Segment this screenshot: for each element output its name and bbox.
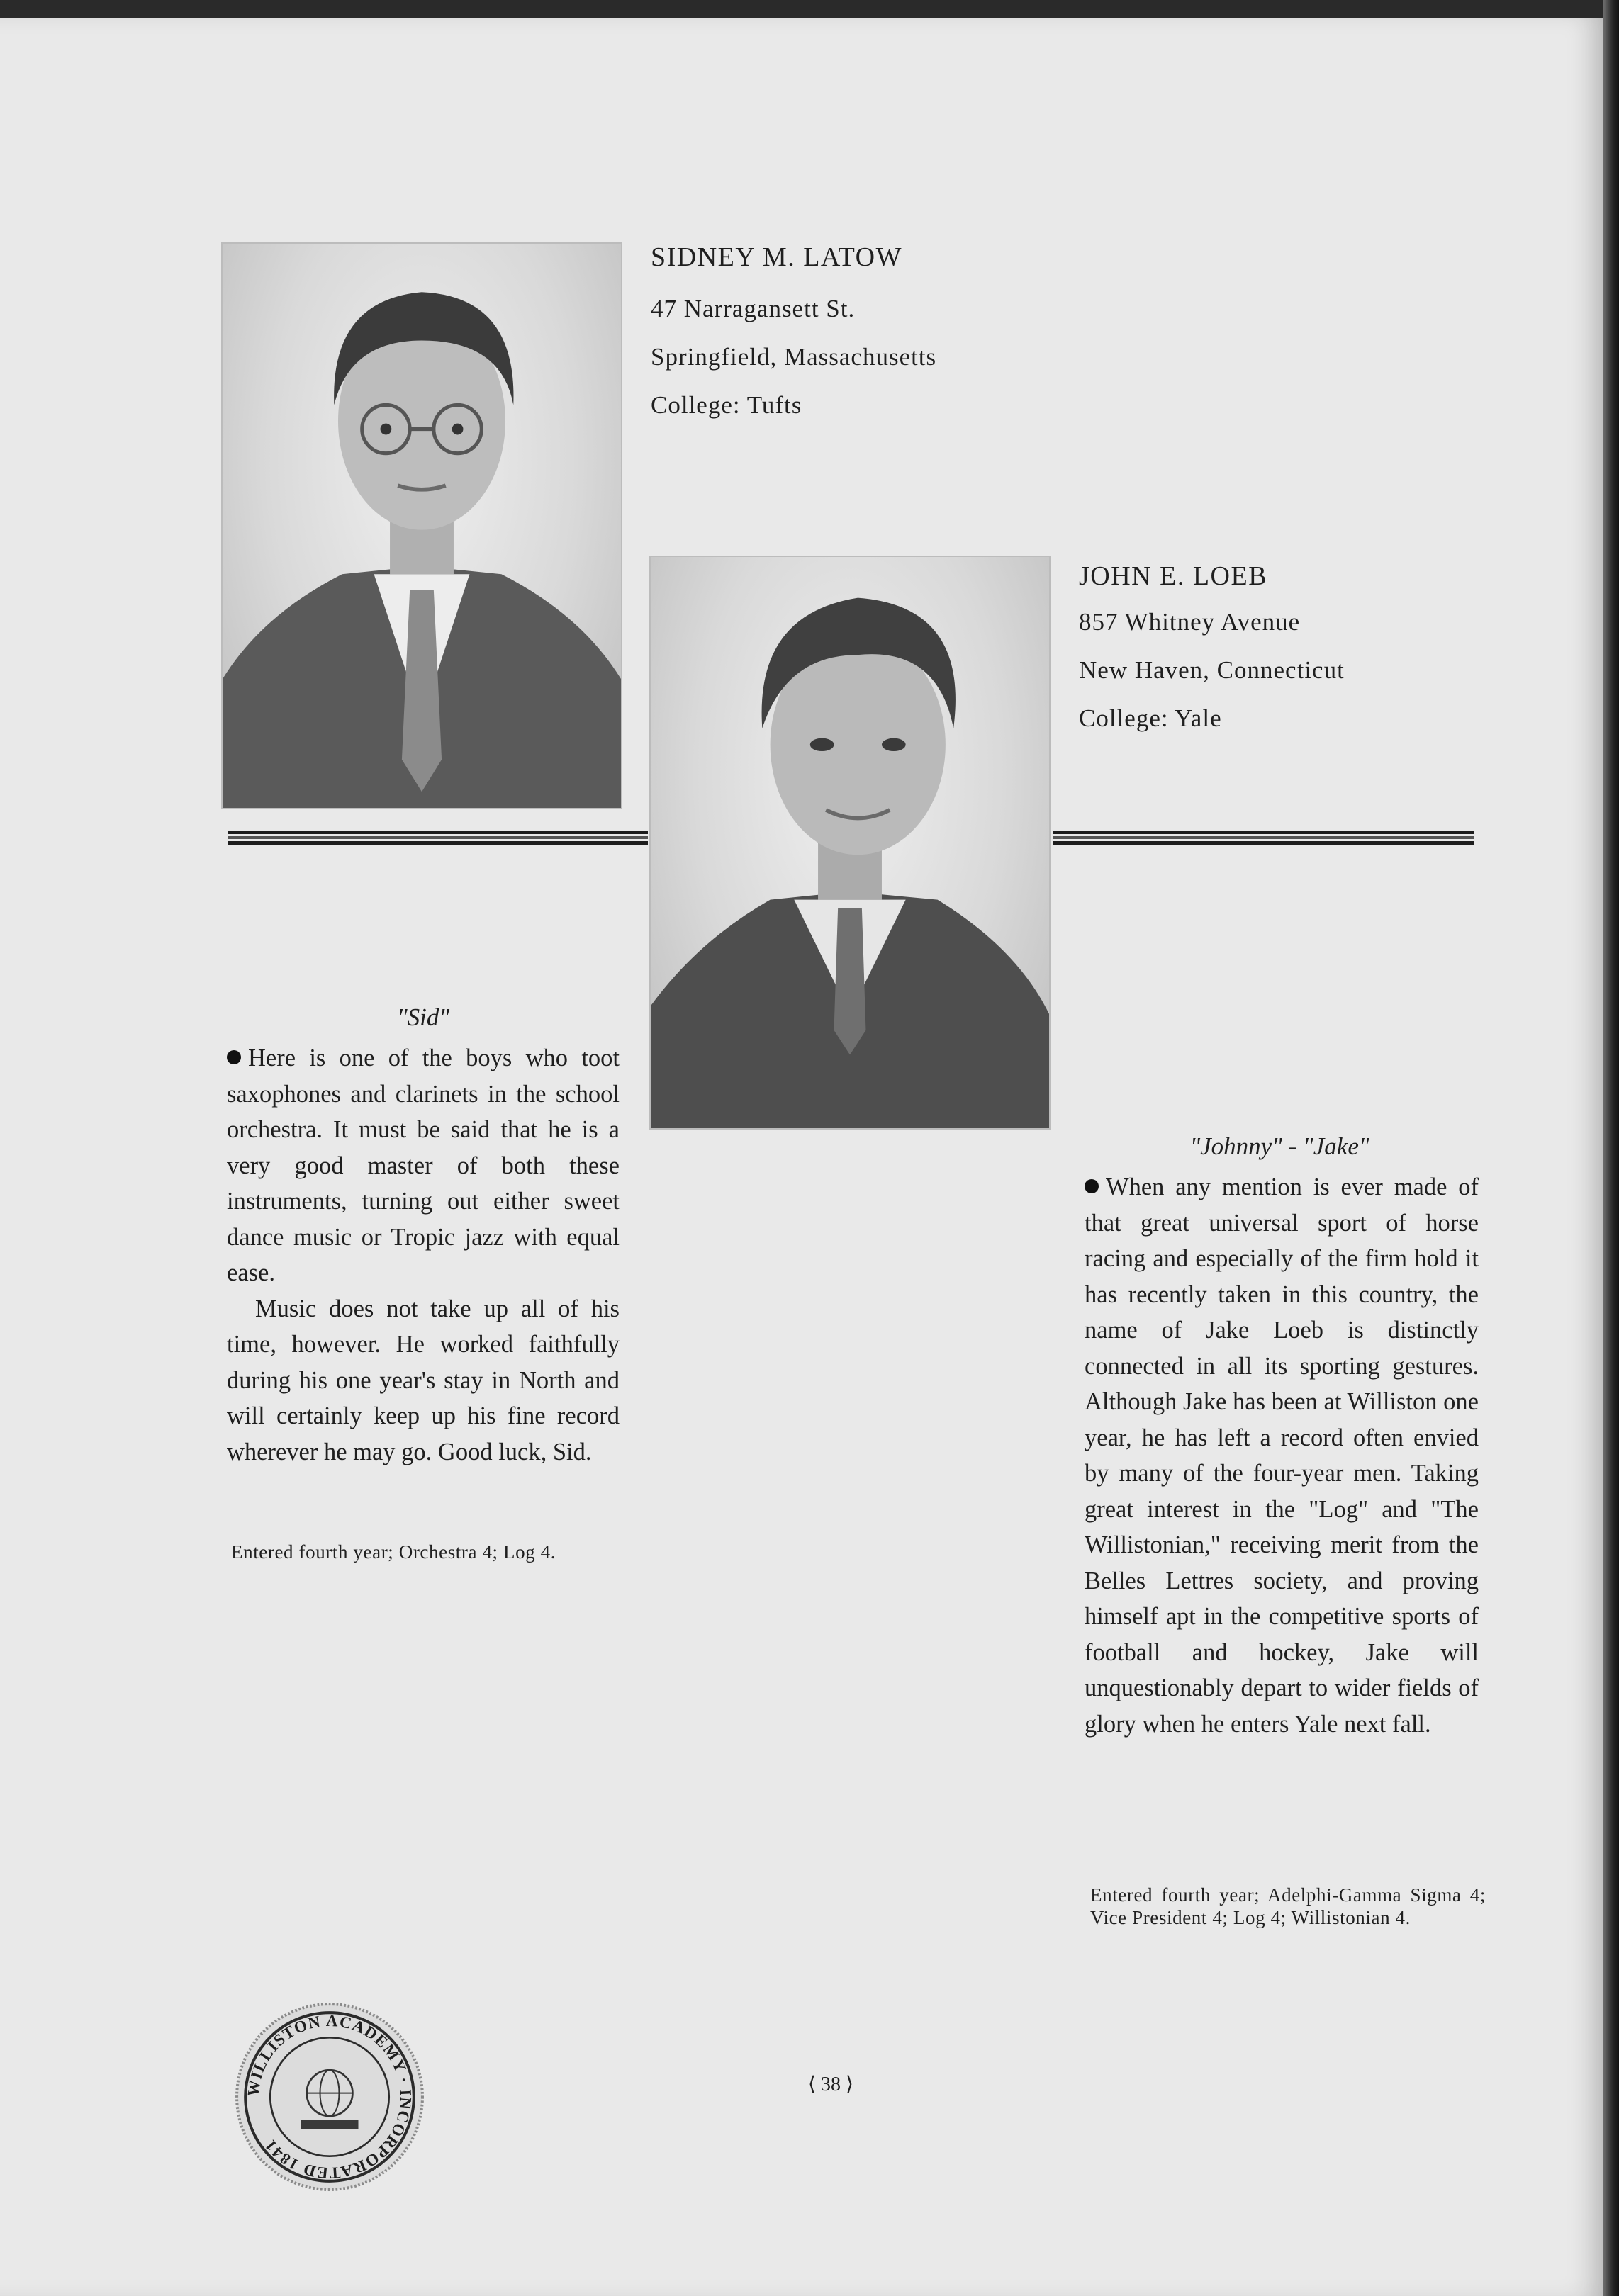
address-line-1: 47 Narragansett St. xyxy=(651,295,856,322)
college: College: Yale xyxy=(1079,704,1222,732)
page-number-bracket-right: ⟩ xyxy=(845,2073,853,2095)
bio-paragraph: Music does not take up all of his time, however. He worked faithfully during his one year's stay in North and will certainly keep up his fine record wherever he may go. Good luck, Sid. xyxy=(227,1295,620,1465)
nickname-loeb: "Johnny" - "Jake" xyxy=(1189,1132,1369,1160)
divider-rule-left xyxy=(228,831,648,846)
address-line-1: 857 Whitney Avenue xyxy=(1079,608,1301,636)
page-number xyxy=(808,2072,853,2096)
nickname-latow: "Sid" xyxy=(396,1003,450,1031)
student-name-loeb: JOHN E. LOEB xyxy=(1079,561,1268,591)
address-line-2: Springfield, Massachusetts xyxy=(651,343,937,371)
activities-latow: Entered fourth year; Orchestra 4; Log 4. xyxy=(231,1541,556,1563)
book-spine-edge xyxy=(1603,0,1619,2296)
student-info-loeb xyxy=(1079,598,1345,743)
divider-rule-right xyxy=(1053,831,1474,846)
activities-loeb: Entered fourth year; Adelphi-Gamma Sigma 4; Vice President 4; Log 4; Willistonian 4. xyxy=(1090,1884,1486,1928)
page-number-value: 38 xyxy=(820,2073,841,2095)
student-info-latow xyxy=(651,285,936,429)
bio-loeb xyxy=(1085,1169,1479,1742)
portrait-john-loeb xyxy=(649,556,1051,1130)
bio-paragraph: When any mention is ever made of that great universal sport of horse racing and especially of the firm hold it has recently taken in this country, the name of Jake Loeb is distinctly connected in all its sporting gestures. Although Jake has been at Williston one year, he has left a record often envied by many of the four-year men. Taking great interest in the "Log" and "The Willistonian," receiving merit from the Belles Lettres society, and proving himself apt in the competitive sports of football and hockey, Jake will unquestionably depart to wider fields of glory when he enters Yale next fall. xyxy=(1085,1174,1479,1738)
yearbook-page xyxy=(0,18,1603,2296)
bio-latow xyxy=(227,1040,620,1470)
portrait-sidney-latow xyxy=(221,242,622,809)
bio-paragraph: Here is one of the boys who toot saxophones and clarinets in the school orchestra. It must be said that he is a very good master of both these instruments, turning out either sweet dance music or Tropic jazz with equal ease. xyxy=(227,1045,620,1286)
bullet-icon xyxy=(227,1050,241,1064)
williston-academy-seal xyxy=(234,2001,425,2193)
college: College: Tufts xyxy=(651,391,802,419)
bullet-icon xyxy=(1085,1179,1099,1193)
student-name-latow: SIDNEY M. LATOW xyxy=(651,242,902,272)
svg-text:WILLISTON ACADEMY · INCORPORAT: WILLISTON ACADEMY · INCORPORATED 1841 xyxy=(244,2011,415,2183)
address-line-2: New Haven, Connecticut xyxy=(1079,656,1345,684)
page-number-bracket-left: ⟨ xyxy=(808,2073,816,2095)
